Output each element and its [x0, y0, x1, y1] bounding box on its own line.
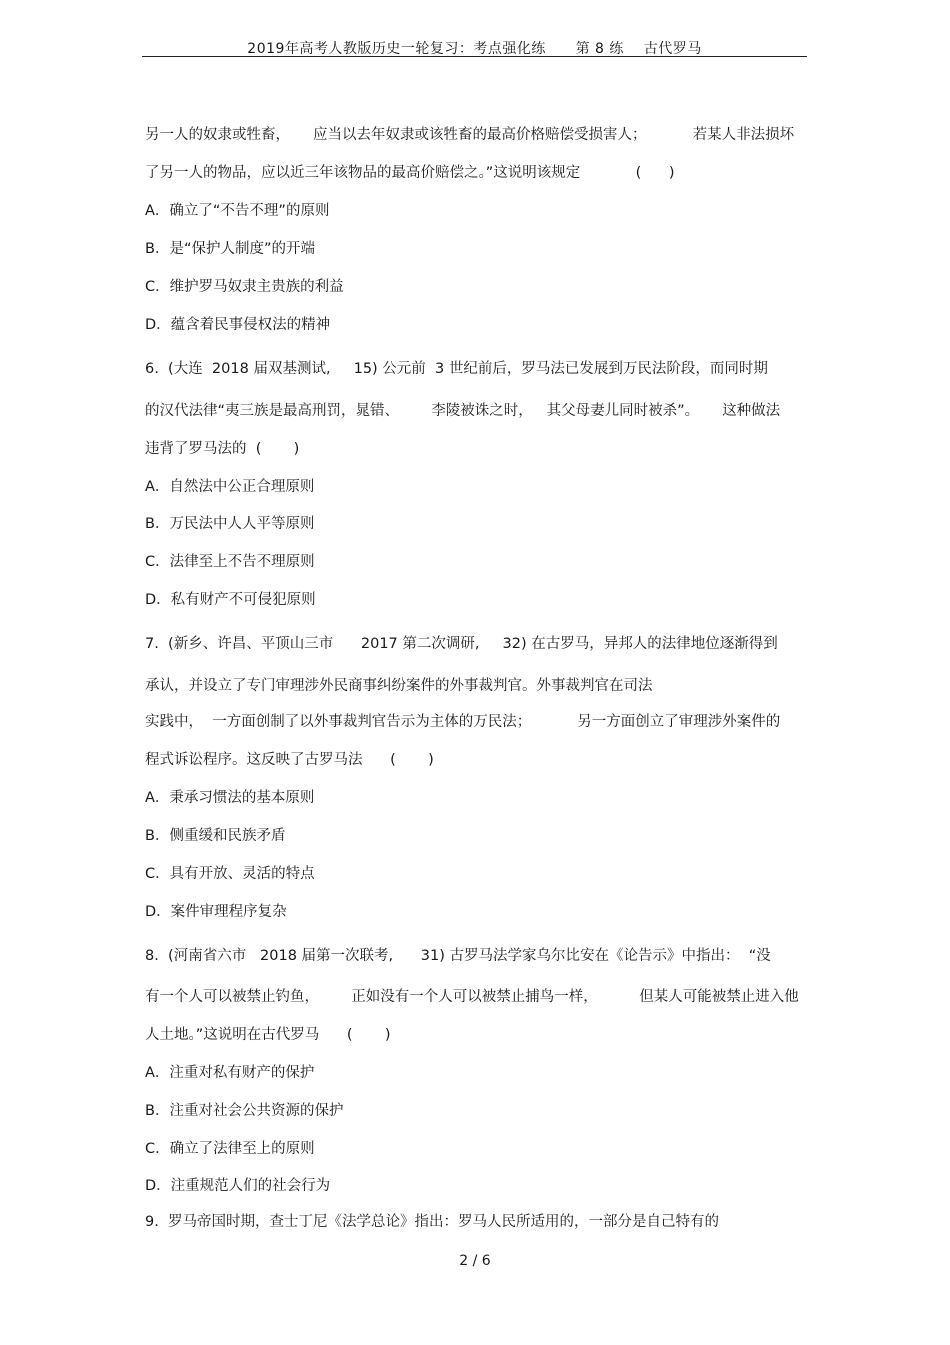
- option-line: B．注重对社会公共资源的保护: [145, 1103, 344, 1119]
- option-line: A．确立了“不告不理”的原则: [145, 203, 330, 219]
- question-line: 9. 罗马帝国时期，查士丁尼《法学总论》指出：罗马人民所适用的，一部分是自己特有的: [145, 1214, 720, 1230]
- question-line: 8. (河南省六市 2018 届第一次联考, 31) 古罗马法学家乌尔比安在《论告示》中指出： “没: [145, 948, 771, 964]
- question-line: 违背了罗马法的 ( ): [145, 441, 300, 457]
- option-line: A．注重对私有财产的保护: [145, 1065, 315, 1081]
- question-line: 承认，并设立了专门审理涉外民商事纠纷案件的外事裁判官。外事裁判官在司法: [145, 678, 653, 694]
- option-line: C．确立了法律至上的原则: [145, 1141, 315, 1157]
- option-line: A．自然法中公正合理原则: [145, 479, 315, 495]
- page-header-title: 2019年高考人教版历史一轮复习：考点强化练 第 8 练 古代罗马: [247, 41, 702, 57]
- option-line: B．侧重缓和民族矛盾: [145, 828, 286, 844]
- question-line: 6. (大连 2018 届双基测试, 15) 公元前 3 世纪前后，罗马法已发展到万民法阶段，而同时期: [145, 361, 768, 377]
- option-line: C．具有开放、灵活的特点: [145, 866, 315, 882]
- option-line: D．注重规范人们的社会行为: [145, 1178, 331, 1194]
- question-line: 的汉代法律“夷三族是最高刑罚，晁错、 李陵被诛之时， 其父母妻儿同时被杀”。 这种做法: [145, 403, 781, 419]
- text-line: 另一人的奴隶或牲畜， 应当以去年奴隶或该牲畜的最高价格赔偿受损害人； 若某人非法损坏: [145, 127, 795, 143]
- option-line: D．私有财产不可侵犯原则: [145, 592, 316, 608]
- text-line: 了另一人的物品，应以近三年该物品的最高价赔偿之。”这说明该规定 ( ): [145, 165, 675, 181]
- question-line: 程式诉讼程序。这反映了古罗马法 ( ): [145, 752, 434, 768]
- option-line: A．秉承习惯法的基本原则: [145, 790, 315, 806]
- option-line: D．蕴含着民事侵权法的精神: [145, 317, 331, 333]
- option-line: C．维护罗马奴隶主贵族的利益: [145, 279, 344, 295]
- page-number: 2 / 6: [459, 1253, 491, 1269]
- header-divider: [142, 56, 807, 57]
- question-line: 7. (新乡、许昌、平顶山三市 2017 第二次调研, 32) 在古罗马，异邦人的法律地位逐渐得到: [145, 636, 778, 652]
- question-line: 有一个人可以被禁止钓鱼， 正如没有一个人可以被禁止捕鸟一样， 但某人可能被禁止进入他: [145, 989, 799, 1005]
- question-line: 实践中， 一方面创制了以外事裁判官告示为主体的万民法； 另一方面创立了审理涉外案件的: [145, 714, 781, 730]
- option-line: C．法律至上不告不理原则: [145, 554, 315, 570]
- question-line: 人土地。”这说明在古代罗马 ( ): [145, 1027, 391, 1043]
- option-line: B．万民法中人人平等原则: [145, 516, 315, 532]
- option-line: B．是“保护人制度”的开端: [145, 241, 315, 257]
- option-line: D．案件审理程序复杂: [145, 904, 287, 920]
